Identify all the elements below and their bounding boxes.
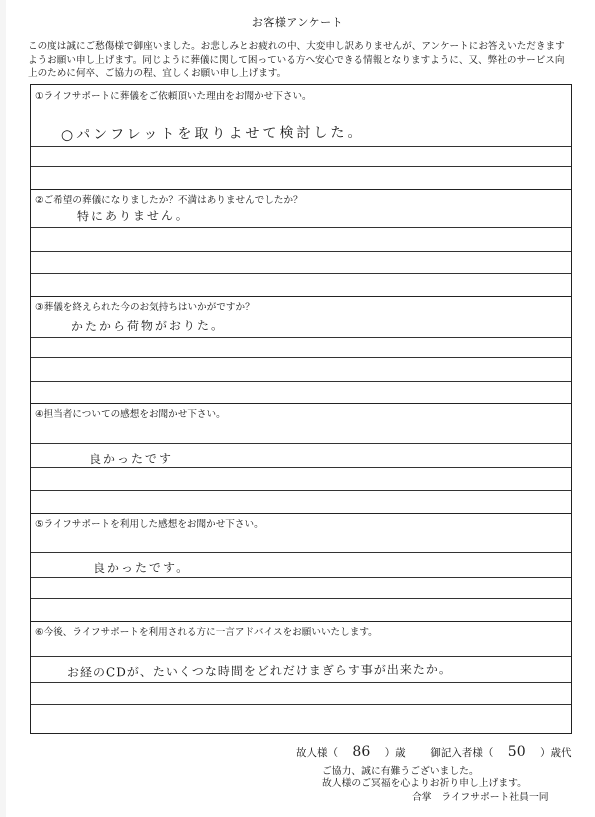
page-title: お客様アンケート (251, 16, 344, 29)
question-1-label: ①ライフサポートに葬儀をご依頼頂いた理由をお聞かせ下さい。 (35, 91, 312, 102)
writer-age-label: 御記入者様（ (430, 747, 494, 759)
answer-line (31, 443, 571, 444)
writer-age-value: 50 (507, 744, 526, 760)
question-5-label: ⑤ライフサポートを利用した感想をお聞かせ下さい。 (35, 519, 264, 530)
question-1-answer: ○パンフレットを取りよせて検討した。 (60, 124, 365, 144)
question-3-label: ③葬儀を終えられた今のお気持ちはいかがですか？ (35, 302, 255, 313)
answer-line (31, 682, 571, 683)
answer-line (31, 357, 571, 358)
intro-text: この度は誠にご愁傷様で御座いました。お悲しみとお疲れの中、大変申し訳ありませんが、アンケートにお答えいただきますようお願い申し上げます。同じように葬儀に関して困っている方へ安心できる情報となりますように、又、弊社のサービス向上のために何卒、ご協力の程、宜しくお願い申し上げます。 (28, 41, 565, 79)
section-divider (31, 296, 571, 297)
answer-line (31, 146, 571, 147)
answer-line (31, 598, 571, 599)
section-divider (31, 403, 571, 404)
section-divider (31, 513, 571, 514)
answer-line (31, 166, 571, 167)
closing-message: ご協力、誠に有難うございました。 故人様のご冥福を心よりお祈り申し上げます。 (322, 766, 527, 789)
scan-edge (0, 0, 6, 817)
section-divider (31, 621, 571, 622)
deceased-age-value: 86 (352, 744, 371, 760)
answer-line (31, 577, 571, 578)
question-6-label: ⑥今後、ライフサポートを利用される方に一言アドバイスをお願いいたします。 (35, 627, 378, 638)
answer-line (31, 251, 571, 252)
answer-line (31, 337, 571, 338)
deceased-age-unit: ）歳 (384, 747, 406, 759)
answer-line (31, 273, 571, 274)
question-6-answer: お経のCDが、たいくつな時間をどれだけまぎらす事が出来たか。 (66, 662, 452, 680)
question-2-label: ②ご希望の葬儀になりましたか？不満はありませんでしたか？ (35, 195, 303, 206)
answer-line (31, 490, 571, 491)
survey-form (30, 84, 572, 734)
question-2-answer: 特にありません。 (76, 208, 190, 224)
answer-line (31, 467, 571, 468)
age-row (296, 744, 572, 760)
writer-age-unit: ）歳代 (540, 747, 572, 759)
question-3-answer: かたから荷物がおりた。 (70, 318, 226, 334)
signature: 合掌 ライフサポート社員一同 (412, 792, 549, 803)
question-4-label: ④担当者についての感想をお聞かせ下さい。 (35, 409, 226, 420)
deceased-age-label: 故人様（ (296, 747, 338, 759)
question-4-answer: 良かったです (88, 451, 174, 467)
answer-line (31, 704, 571, 705)
section-divider (31, 189, 571, 190)
answer-line (31, 552, 571, 553)
answer-line (31, 656, 571, 657)
answer-line (31, 381, 571, 382)
question-5-answer: 良かったです。 (92, 560, 191, 576)
answer-line (31, 227, 571, 228)
